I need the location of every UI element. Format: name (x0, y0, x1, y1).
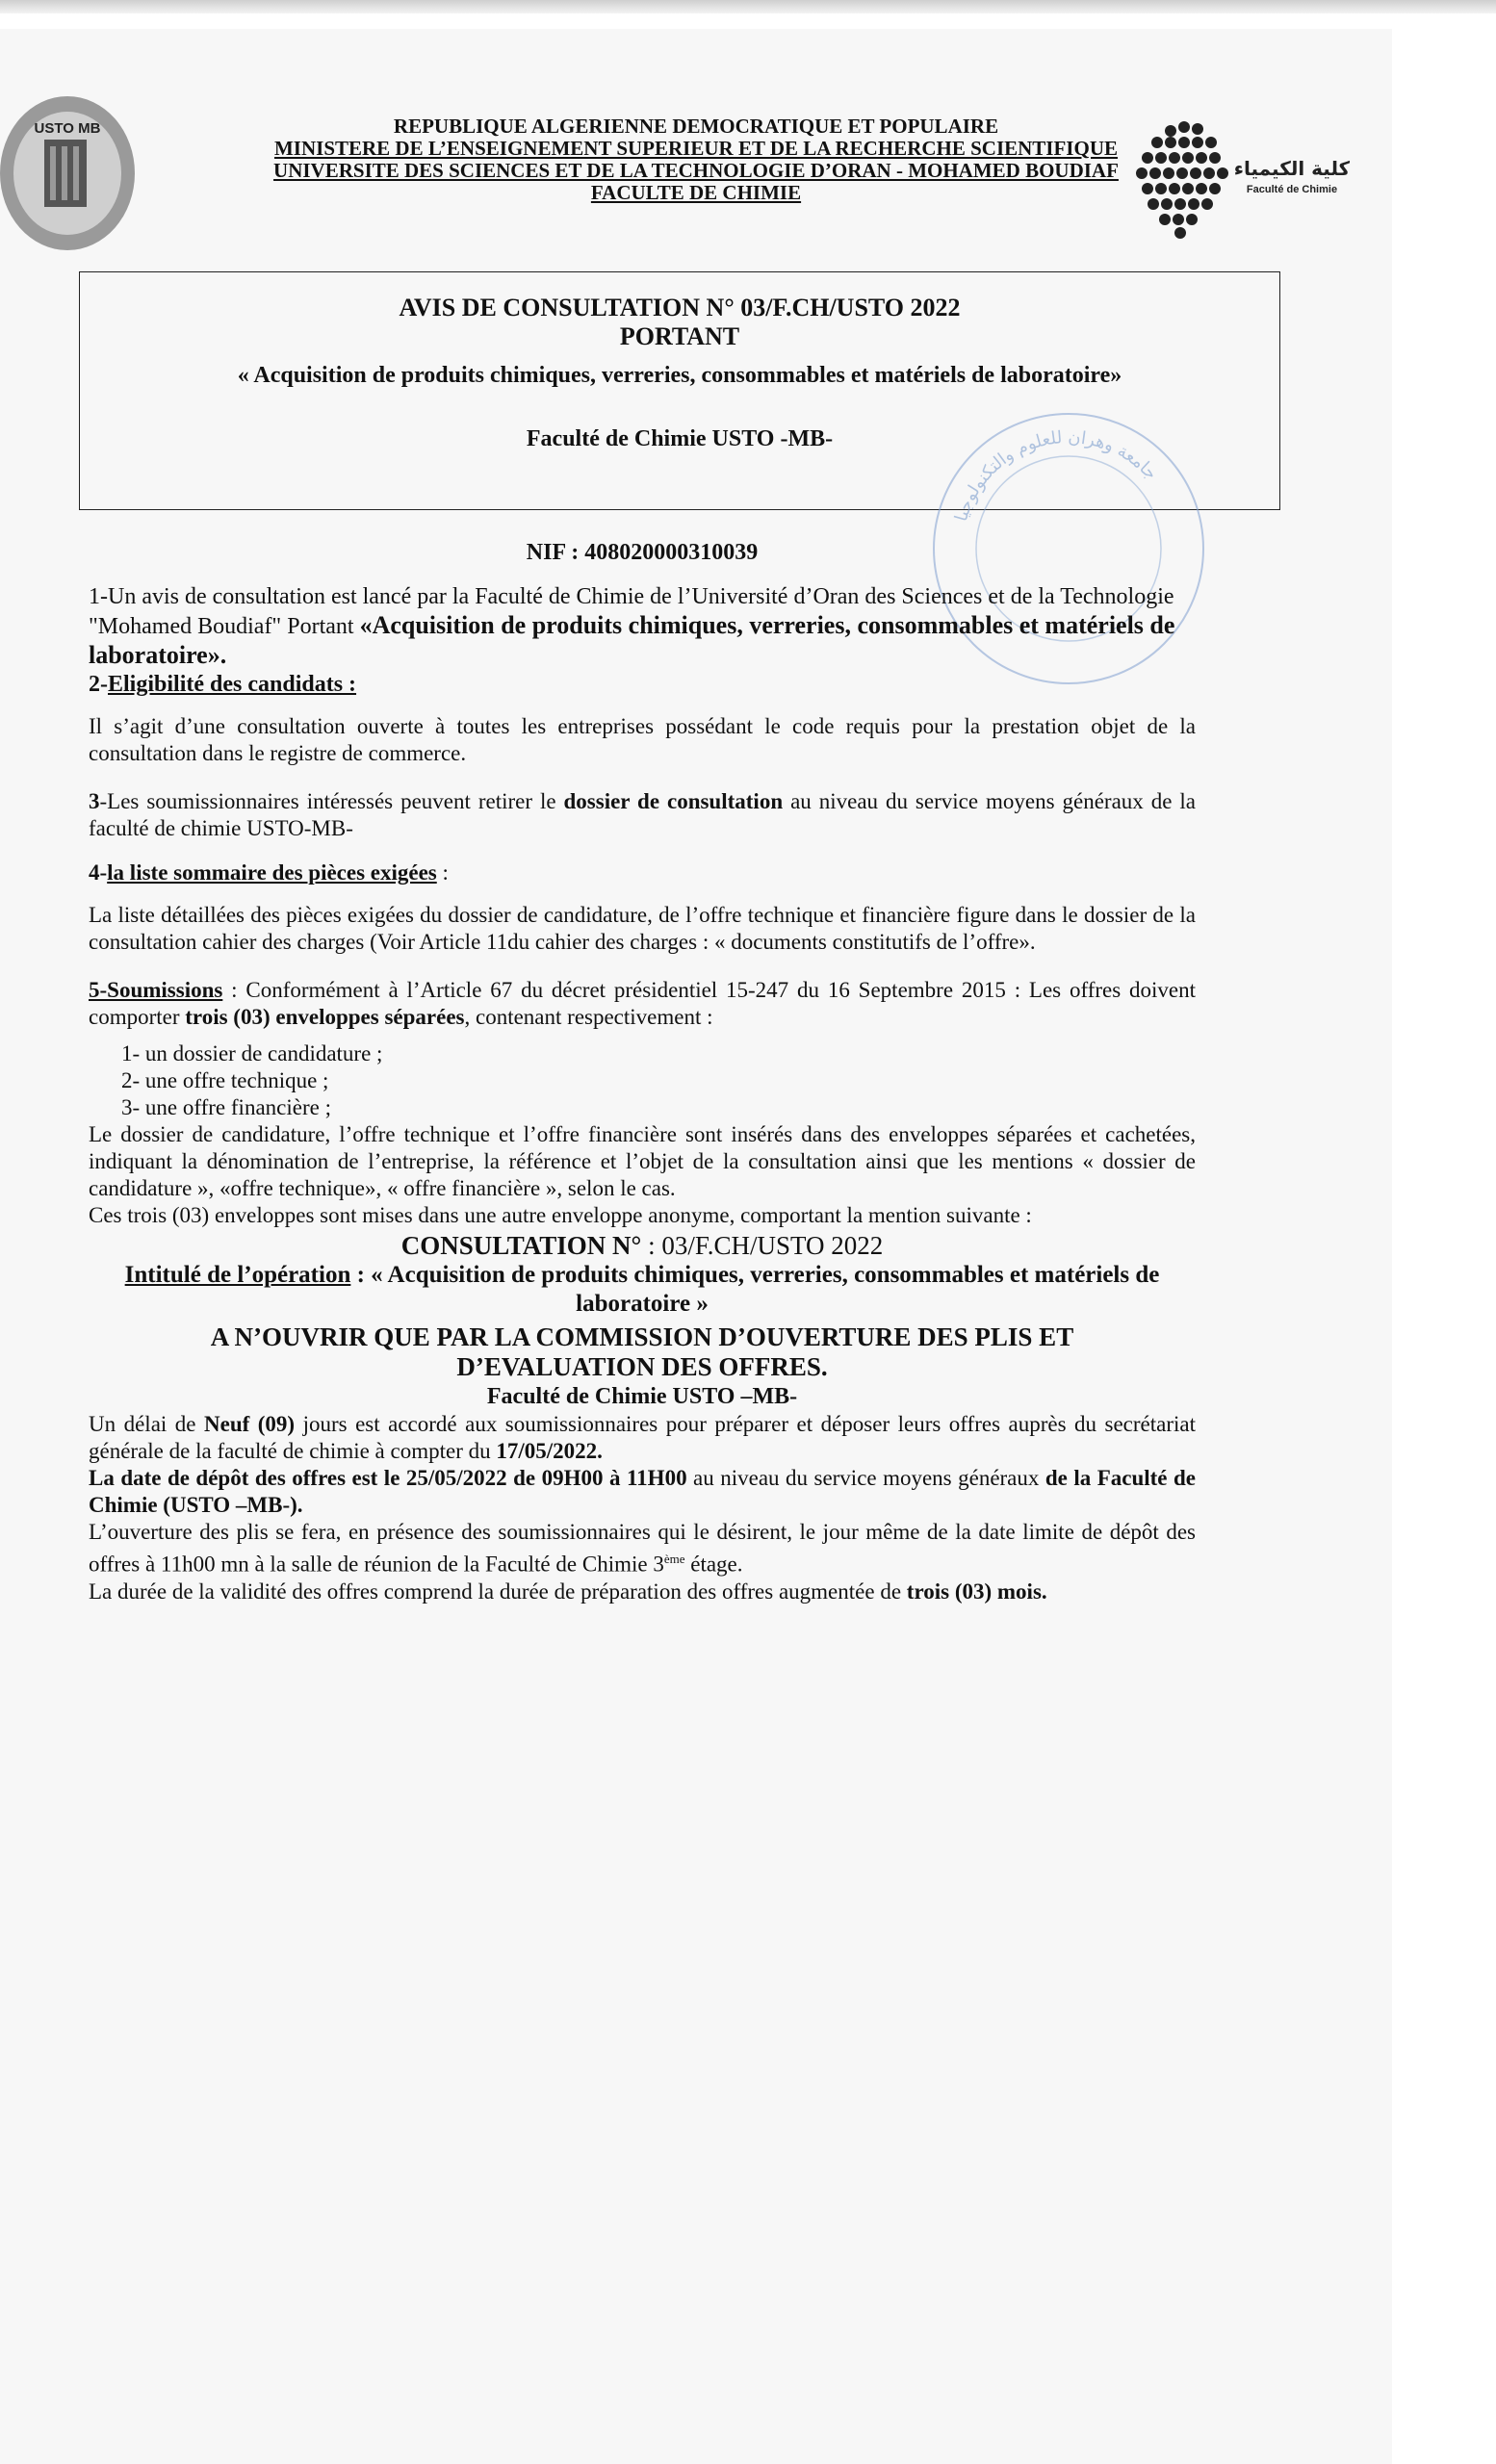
section-2-title: Eligibilité des candidats : (108, 672, 357, 697)
header-line-2: MINISTERE DE L’ENSEIGNEMENT SUPERIEUR ET DE LA RECHERCHE SCIENTIFIQUE (273, 137, 1118, 160)
ouverture-sup: ème (663, 1552, 685, 1566)
section-4-text: La liste détaillées des pièces exigées du dossier de candidature, de l’offre technique et financière figure dans le dossier de la consultation cahier des charges (Voir Article 11du cahier des charges : « documents constitutifs de l’offre». (89, 903, 1196, 954)
header-line-4: FACULTE DE CHIMIE (590, 181, 802, 204)
section-4-colon: : (436, 860, 449, 885)
depot-paragraph (89, 1465, 1196, 1519)
svg-text:جامعة وهران للعلوم والتكنولوجي (951, 427, 1161, 524)
validite-text: La durée de la validité des offres comprend la durée de préparation des offres augmentée de (89, 1578, 907, 1604)
section-5-paragraph-2: Le dossier de candidature, l’offre technique et l’offre financière sont insérés dans des enveloppes séparées et cachetées, indiquant la dénomination de l’entreprise, la référence et l’objet de la consultation ainsi que les mentions « dossier de candidature », «offre technique», « offre financière », selon le cas. (89, 1122, 1196, 1200)
section-5 (89, 977, 1196, 1031)
section-3-bold: dossier de consultation (563, 789, 784, 813)
usto-logo-text: USTO MB (34, 120, 101, 137)
validite-duration: trois (03) mois. (906, 1578, 1047, 1604)
section-2-heading (89, 671, 1196, 698)
section-4-title: la liste sommaire des pièces exigées (107, 860, 437, 885)
envelope-warning: A N’OUVRIR QUE PAR LA COMMISSION D’OUVERTURE DES PLIS ET D’EVALUATION DES OFFRES. (210, 1322, 1074, 1381)
notice-portant: PORTANT (619, 322, 740, 350)
section-2-text: Il s’agit d’une consultation ouverte à toutes les entreprises possédant le code requis pour la prestation objet de la consultation dans le registre de commerce. (89, 714, 1196, 765)
ouverture-text-a: L’ouverture des plis se fera, en présence des soumissionnaires qui le désirent, le jour même de la date limite de dépôt des offres à 11h00 mn à la salle de réunion de la Faculté de Chimie 3 (89, 1520, 1196, 1577)
faculty-logo (1126, 116, 1350, 245)
section-5-bold: trois (03) enveloppes séparées (185, 1005, 465, 1029)
faculty-logo-arabic: كلية الكيمياء (1233, 157, 1350, 180)
envelope-intitule (89, 1261, 1196, 1319)
envelope-list (89, 1040, 1196, 1121)
section-5-title: 5-Soumissions (89, 978, 223, 1002)
section-1-subject: «Acquisition de produits chimiques, verreries, consommables et matériels de laboratoire». (89, 611, 1175, 669)
section-3-text-c: au niveau du service moyens généraux de la faculté de chimie USTO-MB- (89, 789, 1196, 840)
section-1 (89, 583, 1196, 671)
section-2-number: 2- (89, 672, 108, 697)
section-5-text-a: : Conformément à l’Article 67 du décret présidentiel 15-247 du 16 Septembre 2015 : Les offres doivent comporter (89, 978, 1196, 1029)
validite-paragraph (89, 1578, 1196, 1605)
list-item: 3- une offre financière ; (121, 1095, 331, 1119)
depot-location: de la Faculté de Chimie (USTO –MB-). (89, 1466, 1196, 1517)
delai-text-a: Un délai de (89, 1412, 204, 1436)
header-line-3: UNIVERSITE DES SCIENCES ET DE LA TECHNOLOGIE D’ORAN - MOHAMED BOUDIAF (273, 159, 1119, 182)
notice-subject: « Acquisition de produits chimiques, verreries, consommables et matériels de laboratoire» (237, 363, 1122, 388)
nif-number: NIF : 408020000310039 (526, 540, 759, 565)
delai-date: 17/05/2022. (496, 1439, 603, 1463)
delai-text-c: jours est accordé aux soumissionnaires pour préparer et déposer leurs offres auprès du secrétariat générale de la faculté de chimie à compter du (89, 1412, 1197, 1463)
envelope-consultation-value: : 03/F.CH/USTO 2022 (641, 1231, 884, 1260)
envelope-faculty: Faculté de Chimie USTO –MB- (486, 1384, 798, 1409)
envelope-intitule-label: Intitulé de l’opération (124, 1262, 351, 1288)
depot-date: La date de dépôt des offres est le 25/05/2022 de 09H00 à 11H00 (89, 1466, 687, 1490)
ouverture-text-b: étage. (684, 1552, 743, 1577)
depot-text: au niveau du service moyens généraux (686, 1466, 1045, 1490)
section-4-heading (89, 860, 1196, 886)
section-3-text-a: -Les soumissionnaires intéressés peuvent retirer le (99, 789, 564, 813)
delai-days: Neuf (09) (204, 1412, 296, 1436)
section-1-text: 1-Un avis de consultation est lancé par la Faculté de Chimie de l’Université d’Oran des Sciences et de la Technologie "Mohamed Boudiaf" Portant (89, 584, 1174, 639)
section-4-number: 4- (89, 860, 108, 885)
ouverture-paragraph (89, 1519, 1196, 1578)
section-5-paragraph-3: Ces trois (03) enveloppes sont mises dans une autre enveloppe anonyme, comportant la mention suivante : (89, 1203, 1032, 1227)
faculty-logo-text: Faculté de Chimie (1246, 184, 1338, 195)
notice-title: AVIS DE CONSULTATION N° 03/F.CH/USTO 2022 (399, 294, 961, 321)
stamp-text: جامعة وهران للعلوم والتكنولوجيا (951, 426, 1162, 525)
document-body (89, 539, 1196, 1605)
envelope-consultation (89, 1231, 1196, 1261)
envelope-intitule-value: : « Acquisition de produits chimiques, verreries, consommables et matériels de laboratoire » (350, 1262, 1160, 1317)
notice-faculty: Faculté de Chimie USTO -MB- (526, 426, 834, 451)
scan-edge (0, 0, 1496, 13)
header-line-1: REPUBLIQUE ALGERIENNE DEMOCRATIQUE ET POPULAIRE (393, 115, 999, 138)
section-3 (89, 788, 1196, 842)
envelope-consultation-label: CONSULTATION N° (400, 1231, 642, 1260)
section-5-text-c: , contenant respectivement : (464, 1005, 713, 1029)
delai-paragraph (89, 1411, 1196, 1465)
section-3-number: 3 (89, 789, 100, 813)
list-item: 2- une offre technique ; (121, 1068, 329, 1092)
list-item: 1- un dossier de candidature ; (121, 1041, 383, 1065)
